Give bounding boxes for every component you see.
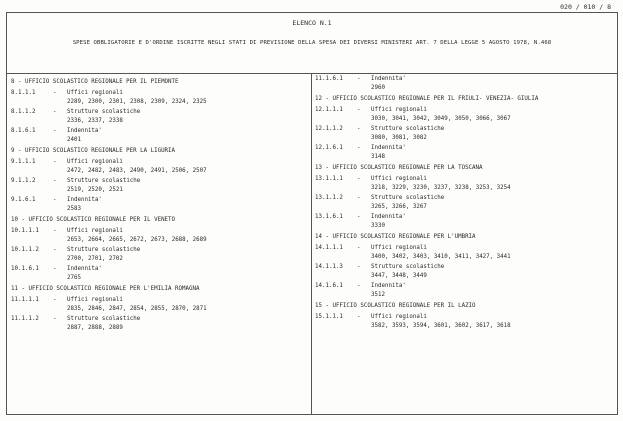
item-body	[67, 108, 307, 125]
item-body	[67, 296, 307, 313]
item-body	[371, 175, 613, 192]
item-dash: -	[357, 176, 361, 182]
item-body	[67, 196, 307, 213]
list-item	[315, 194, 613, 211]
item-label: Uffici regionali	[67, 90, 123, 96]
list-item	[11, 315, 307, 332]
item-dash: -	[53, 197, 57, 203]
item-code: 10.1.1.1	[11, 228, 39, 234]
section	[11, 216, 307, 282]
item-code: 9.1.1.1	[11, 159, 36, 165]
item-body	[371, 75, 613, 92]
item-dash: -	[357, 245, 361, 251]
item-label: Indennita'	[371, 214, 406, 220]
item-label: Strutture scolastiche	[67, 178, 141, 184]
item-code: 15.1.1.1	[315, 314, 343, 320]
item-dash: -	[357, 283, 361, 289]
item-label: Uffici regionali	[67, 228, 123, 234]
item-body	[67, 227, 307, 244]
section	[315, 302, 613, 330]
item-code: 12.1.6.1	[315, 145, 343, 151]
item-numbers: 3030, 3041, 3042, 3049, 3050, 3066, 3067	[371, 116, 511, 122]
item-body	[371, 125, 613, 142]
item-dash: -	[53, 178, 57, 184]
item-numbers: 2336, 2337, 2338	[67, 118, 123, 124]
item-label: Indennita'	[67, 128, 102, 134]
item-dash: -	[357, 145, 361, 151]
list-item	[315, 213, 613, 230]
item-label: Indennita'	[67, 266, 102, 272]
header-divider	[7, 73, 617, 74]
item-label: Strutture scolastiche	[371, 126, 445, 132]
item-body	[371, 194, 613, 211]
item-body	[371, 313, 613, 330]
list-item	[11, 177, 307, 194]
item-dash: -	[357, 126, 361, 132]
item-label: Indennita'	[371, 283, 406, 289]
list-item	[11, 158, 307, 175]
item-code: 11.1.6.1	[315, 76, 343, 82]
item-body	[371, 244, 613, 261]
list-item	[315, 282, 613, 299]
item-code: 13.1.1.2	[315, 195, 343, 201]
item-dash: -	[357, 264, 361, 270]
item-label: Strutture scolastiche	[67, 109, 141, 115]
item-numbers: 2583	[67, 206, 81, 212]
item-dash: -	[357, 107, 361, 113]
item-body	[371, 263, 613, 280]
item-code: 8.1.6.1	[11, 128, 36, 134]
item-label: Strutture scolastiche	[67, 316, 141, 322]
column-divider	[311, 73, 312, 414]
item-label: Strutture scolastiche	[371, 195, 445, 201]
section	[315, 233, 613, 299]
list-item	[315, 144, 613, 161]
section-heading: 15 - UFFICIO SCOLASTICO REGIONALE PER IL LAZIO	[315, 303, 476, 309]
item-label: Uffici regionali	[67, 159, 123, 165]
item-body	[371, 106, 613, 123]
right-column	[315, 75, 613, 332]
item-dash: -	[357, 314, 361, 320]
item-code: 10.1.6.1	[11, 266, 39, 272]
item-body	[67, 177, 307, 194]
item-dash: -	[53, 159, 57, 165]
list-item	[315, 75, 613, 92]
item-label: Strutture scolastiche	[67, 247, 141, 253]
item-body	[67, 265, 307, 282]
item-numbers: 2835, 2846, 2847, 2854, 2855, 2870, 2871	[67, 306, 207, 312]
item-code: 8.1.1.1	[11, 90, 36, 96]
item-dash: -	[53, 297, 57, 303]
item-dash: -	[357, 214, 361, 220]
item-body	[67, 246, 307, 263]
item-code: 12.1.1.2	[315, 126, 343, 132]
item-numbers: 2700, 2701, 2702	[67, 256, 123, 262]
item-dash: -	[53, 247, 57, 253]
item-numbers: 3400, 3402, 3403, 3410, 3411, 3427, 3441	[371, 254, 511, 260]
item-numbers: 3512	[371, 292, 385, 298]
item-code: 13.1.1.1	[315, 176, 343, 182]
item-numbers: 2519, 2520, 2521	[67, 187, 123, 193]
list-item	[11, 265, 307, 282]
item-body	[67, 158, 307, 175]
item-dash: -	[53, 90, 57, 96]
document-subtitle: SPESE OBBLIGATORIE E D'ORDINE ISCRITTE NEGLI STATI DI PREVISIONE DELLA SPESA DEI DIVERSI MINISTERI ART. 7 DELLA LEGGE 5 AGOSTO 1978, N.468	[72, 40, 552, 46]
section	[315, 164, 613, 230]
item-label: Uffici regionali	[371, 176, 427, 182]
item-code: 12.1.1.1	[315, 107, 343, 113]
item-code: 13.1.6.1	[315, 214, 343, 220]
item-body	[371, 144, 613, 161]
item-numbers: 2960	[371, 85, 385, 91]
item-body	[371, 282, 613, 299]
item-label: Uffici regionali	[67, 297, 123, 303]
item-code: 11.1.1.1	[11, 297, 39, 303]
left-column	[11, 75, 307, 334]
item-numbers: 2887, 2888, 2889	[67, 325, 123, 331]
item-dash: -	[357, 195, 361, 201]
item-code: 10.1.1.2	[11, 247, 39, 253]
list-item	[11, 246, 307, 263]
item-label: Indennita'	[371, 76, 406, 82]
document-frame	[6, 12, 618, 415]
item-body	[67, 127, 307, 144]
list-item	[315, 263, 613, 280]
item-numbers: 2653, 2664, 2665, 2672, 2673, 2688, 2689	[67, 237, 207, 243]
item-body	[67, 315, 307, 332]
item-dash: -	[53, 316, 57, 322]
section-heading: 12 - UFFICIO SCOLASTICO REGIONALE PER IL FRIULI- VENEZIA- GIULIA	[315, 96, 539, 102]
item-label: Strutture scolastiche	[371, 264, 445, 270]
item-dash: -	[53, 109, 57, 115]
item-numbers: 3265, 3266, 3267	[371, 204, 427, 210]
section-heading: 14 - UFFICIO SCOLASTICO REGIONALE PER L'UMBRIA	[315, 234, 476, 240]
list-item	[315, 175, 613, 192]
item-code: 9.1.1.2	[11, 178, 36, 184]
list-item	[11, 89, 307, 106]
page-id: 020 / 010 / 8	[560, 3, 611, 11]
item-numbers: 2765	[67, 275, 81, 281]
list-item	[11, 127, 307, 144]
item-numbers: 3148	[371, 154, 385, 160]
item-numbers: 2401	[67, 137, 81, 143]
list-item	[315, 125, 613, 142]
item-code: 8.1.1.2	[11, 109, 36, 115]
item-dash: -	[53, 228, 57, 234]
document-title: ELENCO N.1	[292, 19, 332, 27]
section-heading: 13 - UFFICIO SCOLASTICO REGIONALE PER LA TOSCANA	[315, 165, 483, 171]
item-body	[67, 89, 307, 106]
section-heading: 11 - UFFICIO SCOLASTICO REGIONALE PER L'EMILIA ROMAGNA	[11, 286, 200, 292]
item-code: 14.1.1.3	[315, 264, 343, 270]
section	[11, 147, 307, 213]
section	[315, 95, 613, 161]
item-numbers: 3330	[371, 223, 385, 229]
item-code: 14.1.1.1	[315, 245, 343, 251]
item-label: Uffici regionali	[371, 314, 427, 320]
section-heading: 10 - UFFICIO SCOLASTICO REGIONALE PER IL VENETO	[11, 217, 176, 223]
item-numbers: 2472, 2482, 2483, 2490, 2491, 2506, 2507	[67, 168, 207, 174]
item-label: Uffici regionali	[371, 107, 427, 113]
list-item	[315, 313, 613, 330]
item-code: 11.1.1.2	[11, 316, 39, 322]
list-item	[11, 296, 307, 313]
item-numbers: 3218, 3229, 3230, 3237, 3238, 3253, 3254	[371, 185, 511, 191]
list-item	[11, 108, 307, 125]
section-heading: 9 - UFFICIO SCOLASTICO REGIONALE PER LA LIGURIA	[11, 148, 176, 154]
list-item	[11, 196, 307, 213]
item-dash: -	[53, 128, 57, 134]
item-numbers: 3582, 3593, 3594, 3601, 3602, 3617, 3618	[371, 323, 511, 329]
item-numbers: 2289, 2300, 2301, 2308, 2309, 2324, 2325	[67, 99, 207, 105]
section	[11, 78, 307, 144]
item-numbers: 3080, 3081, 3082	[371, 135, 427, 141]
item-numbers: 3447, 3448, 3449	[371, 273, 427, 279]
item-dash: -	[53, 266, 57, 272]
list-item	[315, 106, 613, 123]
item-code: 14.1.6.1	[315, 283, 343, 289]
section-heading: 8 - UFFICIO SCOLASTICO REGIONALE PER IL PIEMONTE	[11, 79, 179, 85]
item-body	[371, 213, 613, 230]
item-code: 9.1.6.1	[11, 197, 36, 203]
list-item	[11, 227, 307, 244]
list-item	[315, 244, 613, 261]
item-label: Indennita'	[371, 145, 406, 151]
item-dash: -	[357, 76, 361, 82]
section	[11, 285, 307, 332]
item-label: Uffici regionali	[371, 245, 427, 251]
item-label: Indennita'	[67, 197, 102, 203]
